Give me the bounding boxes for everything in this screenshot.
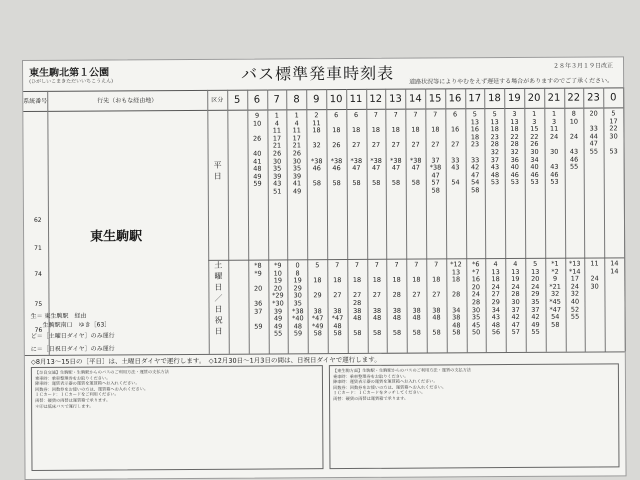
hour-header: 21 <box>544 88 564 109</box>
fare-note-right: 【東生駒方面】生駒駅・生駒駅からのバスのご利用方法・運賃の支払方法 乗車時：乗車整理券をお取りください。 降車時：運賃表示器の運賃を運賃箱へお入れください。 回数券：回数券をお使いの方は、運賃箱へお入れください。 ＩＣカード：ＩＣカードをタッチしてください。 両替：硬貨の両替は運賃箱で承ります。 <box>332 367 472 402</box>
system-number-76: 76 <box>34 326 43 334</box>
hour-header: 6 <box>247 90 267 111</box>
hour-header: 13 <box>386 89 406 110</box>
system-number-62: 62 <box>33 216 42 224</box>
weekend-times-cell: 7 18 28 38 48 58 <box>392 260 402 338</box>
hour-header: 8 <box>287 89 307 110</box>
weekend-label: 土曜日／日祝日 <box>214 260 223 336</box>
system-number-header: 系統番号 <box>23 91 47 112</box>
page-title: バス標準発車時刻表 <box>241 63 395 84</box>
hour-header: 16 <box>445 88 465 109</box>
weekend-times-cell: 0 8 19 29 30 35 *38 *40 48 59 <box>292 261 304 338</box>
weekend-times-cell: 5 18 29 38 *47 *49 58 <box>311 261 324 338</box>
weekend-times-cell: 7 18 27 38 48 58 <box>372 260 382 338</box>
weekday-times-cell: 5 13 18 23 28 32 37 43 48 53 <box>490 110 500 187</box>
stop-name: 東生駒北第１公園 <box>29 67 110 79</box>
hour-header: 5 <box>227 90 247 111</box>
hour-header: 12 <box>366 89 386 110</box>
route-note-3: ど＝［土曜日ダイヤ］のみ運行 <box>30 332 115 340</box>
weekday-times-cell: 7 18 27 *38 47 58 <box>370 110 382 188</box>
system-number-75: 75 <box>34 300 43 308</box>
division-header: 区分 <box>207 90 227 111</box>
delay-notice: 道路状況等によりやむをえず遅延する場合がありますのでご了承ください。 <box>409 77 614 86</box>
route-note-2: 生駒駅南口 ゆき［63］ <box>30 321 111 329</box>
weekend-times-cell: *12 13 18 28 34 38 48 58 <box>450 260 462 337</box>
grid-line <box>227 90 230 354</box>
weekend-times-cell: 7 18 27 38 48 58 <box>412 260 421 337</box>
weekday-label: 平日 <box>213 160 222 181</box>
weekend-times-cell: 4 13 19 24 28 30 37 42 47 57 <box>511 259 520 337</box>
route-note-4: に＝［日祝日ダイヤ］のみ運行 <box>30 345 115 353</box>
weekday-times-cell: 7 18 27 *38 47 58 <box>409 110 422 187</box>
holiday-note: ◇8月13～15日の［平日］は、土曜日ダイヤで運行します。 ◇12月30日～1月3日の間は、日祝日ダイヤで運行します。 <box>30 355 381 366</box>
hour-header: 10 <box>326 89 346 110</box>
weekday-times-cell: 1 3 11 24 30 43 46 53 <box>549 109 559 187</box>
weekday-times-cell: 1 3 15 22 26 30 34 40 46 53 <box>530 109 539 187</box>
weekend-times-cell: 5 13 20 24 29 35 37 42 49 55 <box>531 259 540 337</box>
system-number-74: 74 <box>34 270 42 278</box>
hour-header: 18 <box>485 88 505 109</box>
hour-header: 22 <box>564 88 584 109</box>
route-note-1: 生＝ 東生駒駅 経由 <box>30 312 87 320</box>
fare-box-left <box>31 365 324 471</box>
hour-header: 0 <box>603 87 623 108</box>
weekend-times-cell: *1 *2 9 *21 32 *45 *47 54 58 <box>549 259 562 329</box>
system-number-71: 71 <box>34 244 42 252</box>
revision-date: ２８年３月１９日改正 <box>553 62 614 70</box>
weekend-times-cell: 7 18 27 38 *47 48 58 <box>331 261 344 338</box>
weekend-times-cell: 7 18 27 28 38 48 58 <box>352 260 362 338</box>
destination-header: 行先（おもな経由地） <box>47 90 207 112</box>
weekend-times-cell: 7 18 27 38 48 58 <box>432 260 441 337</box>
hour-header: 17 <box>465 88 485 109</box>
weekday-times-cell: 1 4 11 17 21 26 30 35 39 43 51 <box>272 111 282 196</box>
weekday-times-cell: 2 11 18 32 *38 46 58 <box>310 111 323 188</box>
hour-header: 23 <box>584 87 604 108</box>
hour-header: 20 <box>524 88 544 109</box>
grid-line <box>623 87 626 351</box>
weekend-times-cell: *9 10 19 20 *29 *30 39 49 49 55 <box>272 261 284 338</box>
weekend-times-cell: *8 *9 20 36 37 59 <box>253 261 263 331</box>
weekday-times-cell: 1 4 11 17 21 26 30 35 39 41 49 <box>292 111 302 196</box>
weekday-times-cell: 5 13 16 18 23 33 42 47 54 58 <box>470 110 480 195</box>
hour-header: 19 <box>504 88 524 109</box>
destination-label: 東生駒駅 <box>90 229 143 245</box>
weekend-times-cell: 11 24 30 <box>590 259 599 291</box>
weekday-times-cell: 8 10 24 43 46 55 <box>569 109 579 171</box>
fare-box-right <box>329 363 620 469</box>
fare-note-left: 【奈良交通】生駒駅・生駒駅からのバスのご利用方法・運賃の支払方法 乗車時：乗車整理券をお取りください。 降車時：運賃表示器の運賃を運賃箱へお入れください。 回数券：回数券をお使いの方は、運賃箱へお入れください。 ＩＣカード：ＩＣカードをご利用ください。 両替：硬貨の両替は運賃箱で承ります。 ＊印は低床バスで運行します。 <box>34 369 169 409</box>
weekday-times-cell: 20 33 44 47 55 <box>589 109 599 156</box>
weekday-times-cell: 7 18 27 *38 47 58 <box>390 110 402 188</box>
hour-header: 7 <box>267 89 287 110</box>
weekend-times-cell: *13 *14 17 24 32 40 52 55 <box>568 259 581 321</box>
timetable-sheet <box>22 56 627 480</box>
hour-header: 11 <box>346 89 366 110</box>
weekday-times-cell: 6 18 27 *38 47 58 <box>350 110 363 188</box>
weekday-times-cell: 7 18 27 37 *38 47 57 58 <box>429 110 442 195</box>
weekend-times-cell: 4 13 18 24 27 29 34 43 48 56 <box>491 260 501 337</box>
stop-kana: (ひがしいこまきただいいちこうえん) <box>29 78 114 85</box>
weekday-times-cell: 6 16 27 33 43 54 <box>450 110 460 187</box>
weekday-times-cell: 5 17 22 30 53 <box>609 109 618 156</box>
weekday-times-cell: 3 13 18 22 28 32 36 40 46 53 <box>510 109 519 187</box>
weekend-times-cell: 14 14 <box>610 259 619 276</box>
weekday-times-cell: 6 18 26 *38 46 58 <box>330 111 343 188</box>
hour-header: 15 <box>425 88 445 109</box>
weekday-times-cell: 9 10 26 40 41 48 49 59 <box>252 111 262 188</box>
timetable-header <box>23 57 623 92</box>
grid-line <box>207 90 210 354</box>
hour-header: 14 <box>405 89 425 110</box>
weekend-times-cell: *6 *7 16 20 24 28 30 35 45 50 <box>471 260 481 337</box>
hour-header: 9 <box>306 89 326 110</box>
